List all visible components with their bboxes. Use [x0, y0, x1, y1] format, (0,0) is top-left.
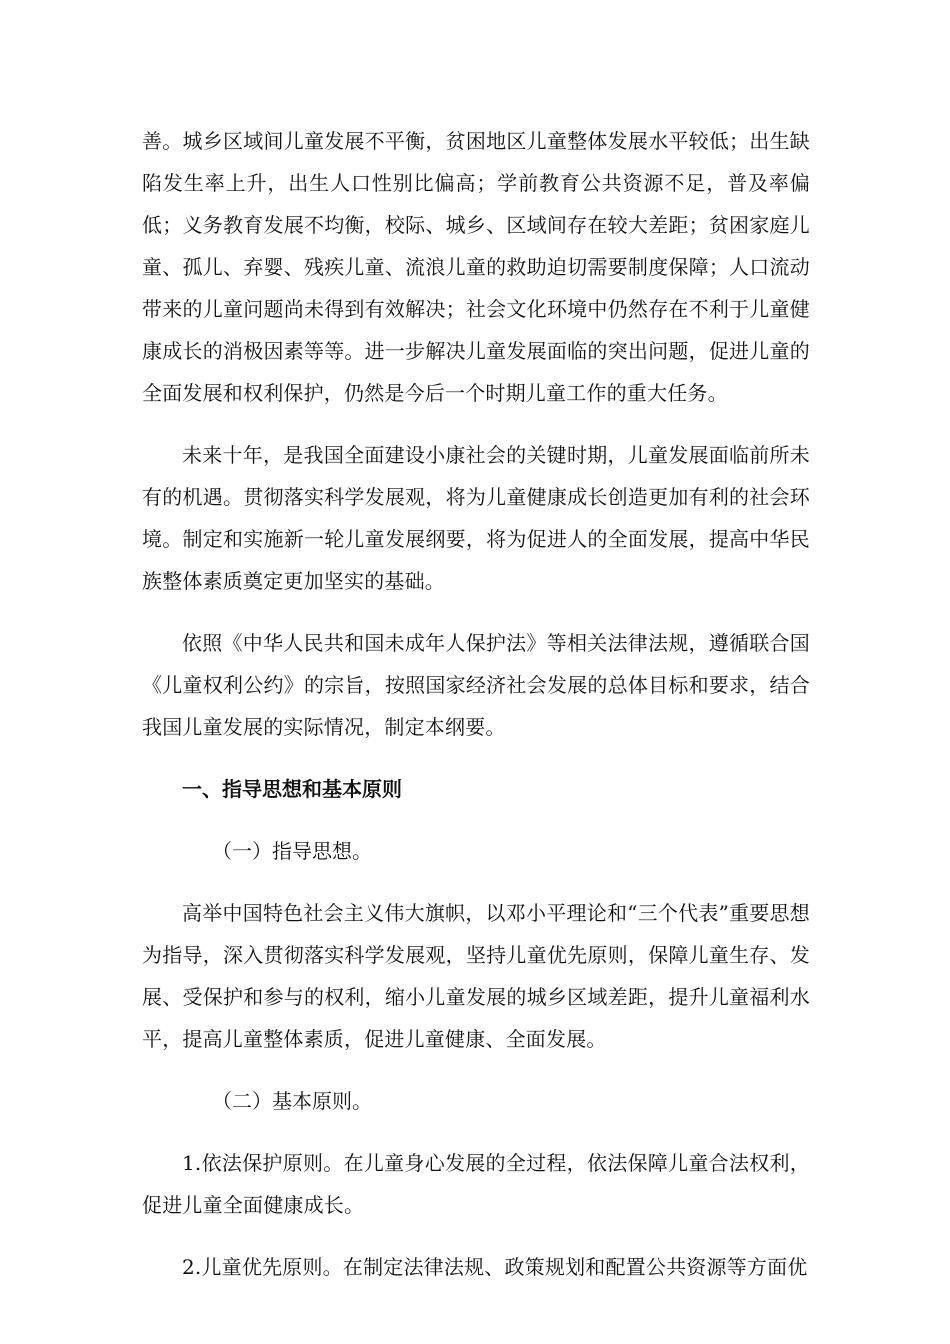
paragraph-spacing [142, 1226, 810, 1246]
body-paragraph-continued: 善。城乡区域间儿童发展不平衡，贫困地区儿童整体发展水平较低；出生缺陷发生率上升，出生人口性别比偏高；学前教育公共资源不足，普及率偏低；义务教育发展不均衡，校际、城乡、区域间存在较大差距；贫困家庭儿童、孤儿、弃婴、残疾儿童、流浪儿童的救助迫切需要制度保障；人口流动带来的儿童问题尚未得到有效解决；社会文化环境中仍然存在不利于儿童健康成长的消极因素等等。进一步解决儿童发展面临的突出问题，促进儿童的全面发展和权利保护，仍然是今后一个时期儿童工作的重大任务。 [142, 129, 810, 405]
paragraph-spacing [142, 810, 810, 830]
paragraph-spacing [142, 602, 810, 622]
principle-item: 2.儿童优先原则。在制定法律法规、政策规划和配置公共资源等方面优 [182, 1255, 808, 1279]
guiding-paragraph: 高举中国特色社会主义伟大旗帜，以邓小平理论和“三个代表”重要思想为指导，深入贯彻落实科学发展观，坚持儿童优先原则，保障儿童生存、发展、受保护和参与的权利，缩小儿童发展的城乡区域差距，提升儿童福利水平，提高儿童整体素质，促进儿童健康、全面发展。 [142, 901, 810, 1051]
paragraph-spacing [142, 1060, 810, 1080]
principle-item: 1.依法保护原则。在儿童身心发展的全过程，依法保障儿童合法权利，促进儿童全面健康成长。 [142, 1151, 810, 1217]
paragraph-spacing [142, 748, 810, 768]
paragraph-spacing [142, 414, 810, 434]
paragraph-spacing [142, 1122, 810, 1142]
subsection-heading-principles: （二）基本原则。 [212, 1089, 372, 1113]
body-paragraph-next-decade: 未来十年，是我国全面建设小康社会的关键时期，儿童发展面临前所未有的机遇。贯彻落实科学发展观，将为儿童健康成长创造更加有利的社会环境。制定和实施新一轮儿童发展纲要，将为促进人的全面发展，提高中华民族整体素质奠定更加坚实的基础。 [142, 443, 810, 593]
body-paragraph-legal-basis: 依照《中华人民共和国未成年人保护法》等相关法律法规，遵循联合国《儿童权利公约》的宗旨，按照国家经济社会发展的总体目标和要求，结合我国儿童发展的实际情况，制定本纲要。 [142, 631, 810, 739]
paragraph-spacing [142, 872, 810, 892]
section-heading: 一、指导思想和基本原则 [182, 777, 402, 801]
document-page [142, 120, 810, 1288]
subsection-heading-guiding: （一）指导思想。 [212, 839, 372, 863]
